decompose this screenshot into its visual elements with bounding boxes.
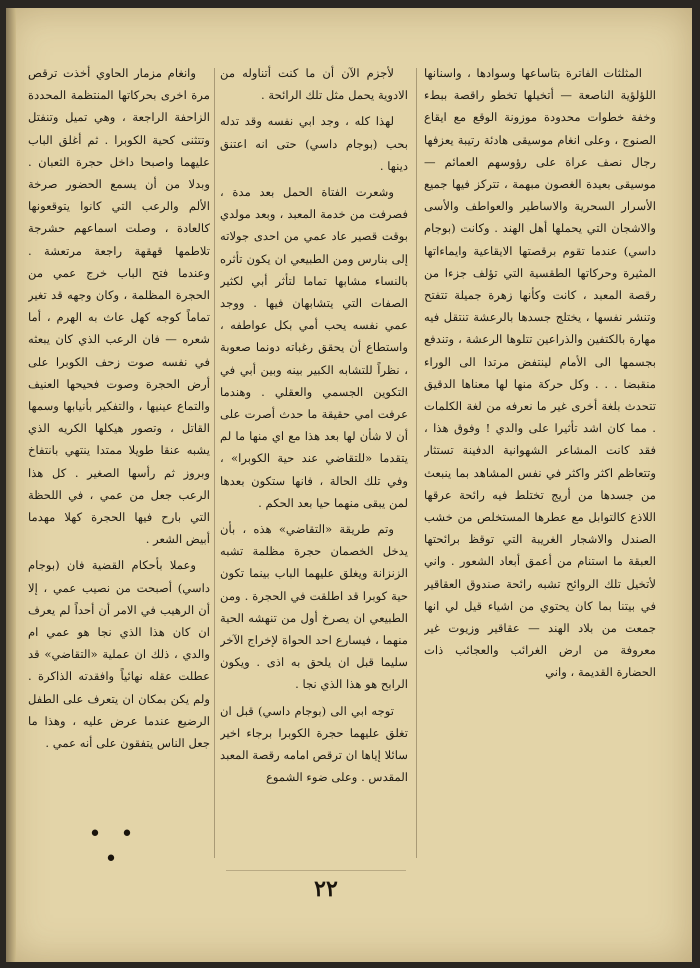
magazine-page [6,8,692,962]
paragraph: وعملا بأحكام القضية فان (بوجام داسي) أصبحت من نصيب عمي ، إلا أن الرهيب في الامر أن أحداً لم يعرف ان كان هذا الذي نجا هو عمي ام والدي ، ذلك ان عملية «التقاضي» قد عطلت عقله نهائياً وافقدته الذاكرة . ولم يكن بمكان ان يتعرف على الطفل الرضيع عندما عرض عليه ، وهذا ما جعل الناس يتفقون على أنه عمي . [28,558,210,751]
column-divider [416,68,417,858]
paragraph: المثلثات الفاترة بتاساعها وسوادها ، واسنانها اللؤلؤية الناصعة — أتخيلها تخطو راقصة ببطء وخفة خطوات محدودة موزونة الوقع مع ايقاع الصنوج ، وعلى انغام موسيقى هادئة رتيبة يعزفها رجال نصف عراة على رؤوسهم العمائم — موسيقى بعيدة الغصون مبهمة ، تتركز فيها جميع الأسرار السحرية والاساطير والعواطف والأسى والاشجان التي يحملها أهل الهند . وكانت (بوجام داسي) عندما تقوم برقصتها الايقاعية وايماءاتها المثيرة وحركاتها الطقسية التي تؤلف جزءا من رقصة المعبد ، كانت وكأنها زهرة جميلة تتفتح وتنشر نفسها ، يختلج جسدها بالرعشة تنتقل فيه مهارة بالكتفين والذراعين تتلوها الرعشة ، وتندفع بجسمها الى الأمام لينتفض مرتدا الى الوراء منقبضا . . . وكل حركة منها لها معناها الدقيق تتحدث بلغة أخرى غير ما نعرفه من لغة الكلمات . مما كان اشد تأثيرا على والدي ! وفوق هذا ، فقد كانت المشاعر الشهوانية الدفينة تستثار وتتعاظم اكثر واكثر في نفس المشاهد بما ينبعث من جسدها من أريج تختلط فيه رائحة عرقها اللاذع كالتوابل مع عطرها المستخلص من خشب الصندل والاشجار الغريبة التي توقظ برائحتها العبقة ما استنام من أعمق أبعاد الشعور . واني لأتخيل تلك الروائح تشبه رائحة صندوق العقاقير في بيتنا بما كان يحتوي من اشياء قيل لي انها جمعت من بلاد الهند — عقاقير وزيوت غير معروفة من ارض الغرائب والعجائب ذات الحضارة القديمة ، واني [424,66,656,680]
paragraph: توجه ابي الى (بوجام داسي) قبل ان تغلق عليهما حجرة الكوبرا برجاء اخير سائلا إياها ان ترقص امامه رقصة المعبد المقدس . وعلى ضوء الشموع [220,703,408,785]
page-binding-edge [6,8,16,962]
text-column-middle [220,62,408,862]
text-column-left [28,62,210,802]
column-divider [214,68,215,858]
paragraph: وانغام مزمار الحاوي أخذت ترقص مرة اخرى بحركاتها المنتظمة المحددة الزاحفة الراجعة ، وهي تميل وتنفتل وتتثنى كحية الكوبرا . ثم أغلق الباب عليهما واصبحا داخل حجرة الثعبان . وبدلا من أن يسمع الحضور صرخة الألم والرعب التي كانوا يتوقعونها كالعادة ، وصلت اسماعهم حشرجة تلاطمها قهقهة راجعة مرتعشة . وعندما فتح الباب خرج عمي من الحجرة المظلمة ، وكان وجهه قد تغير تماماً كوجه كهل عاث به الهرم ، أما شعره — فان الرعب الذي كان يبعثه في نفسه صوت زحف الكوبرا على أرض الحجرة وصوت فحيحها العنيف والتماع عينيها ، والتفكير بأنيابها وسمها القاتل ، وتصور هيكلها الكريه الذي يشبه عنقا طويلا ممتدا ينتهي بانتفاخ وبروز ثم رأسها الصغير . كل هذا الرعب جعل من عمي ، في اللحظة التي بارح فيها الحجرة كهلا مهدما أبيض الشعر . [28,66,210,547]
end-of-article-mark: • • • [88,822,140,872]
footer-rule [226,870,406,871]
paragraph: وشعرت الفتاة الحمل بعد مدة ، فصرفت من خدمة المعبد ، وبعد مولدي بوقت قصير عاد عمي من احدى جولاته إلى بنارس ومن الطبيعي ان يكون تأثره بالنساء مشابها تماما لتأثر أبي لكثير الصفات التي يتشابهان فيها . ووجد عمي نفسه يحب أمي بكل عواطفه ، واستطاع أن يحقق رغباته دونما صعوبة ، نظراً للتشابه الكبير بينه وبين أبي في التكوين الجسمي والعقلي . وهندما عرفت امي حقيقة ما حدث أصرت على أن لا شأن لها بعد هذا مع اي منها ما لم يتقدما «للتقاضي عند حية الكوبرا» ، وفي تلك الحالة ، فانها ستكون بعدها لمن يبقى منهما حيا بعد الحكم . [220,185,408,510]
page-number: ٢٢ [314,876,338,902]
paragraph: وتم طريقة «التقاضي» هذه ، بأن يدخل الخصمان حجرة مظلمة تشبه الزنزانة ويغلق عليهما الباب بينما تكون حية كوبرا قد اطلقت في الحجرة . ومن الطبيعي ان يصرخ أول من تنهشه الحية منهما ، فيسارع احد الحواة لإخراج الآخر سليما قبل ان يلحق به اذى . ويكون الرابح هو هذا الذي نجا . [220,522,408,692]
text-column-right [424,62,656,862]
paragraph: لأجزم الآن أن ما كنت أتناوله من الادوية يحمل مثل تلك الرائحة . [220,66,408,103]
paragraph: لهذا كله ، وجد ابي نفسه وقد تدله بحب (بوجام داسي) حتى انه اعتنق دينها . [220,114,408,173]
